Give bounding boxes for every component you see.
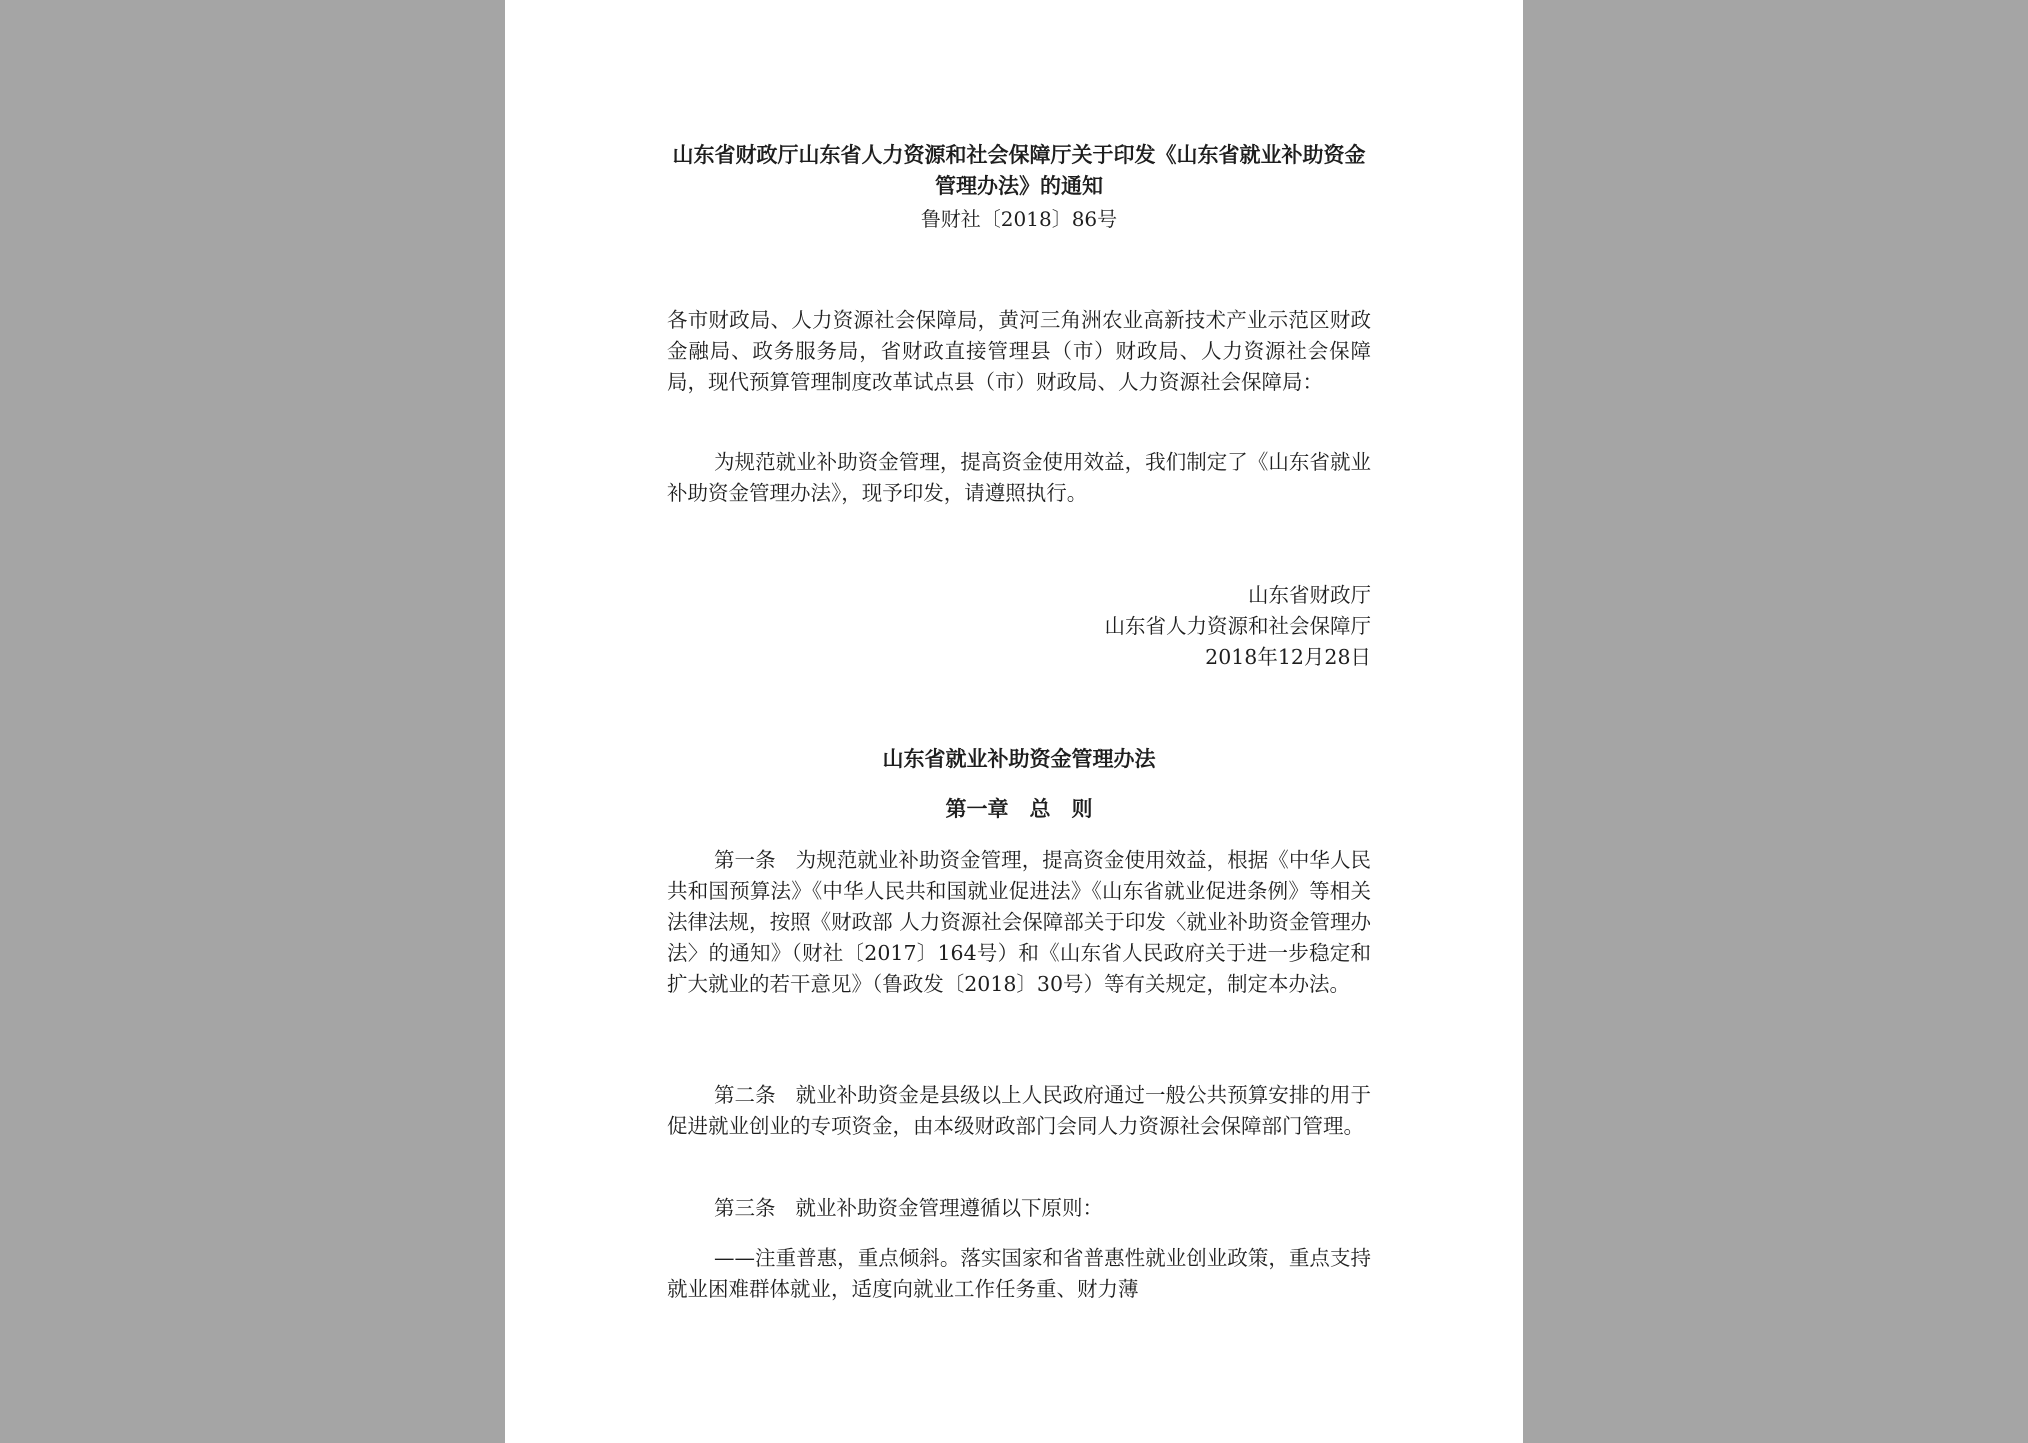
document-page <box>505 0 1523 1443</box>
article-3 <box>667 1193 1371 1224</box>
addressee-paragraph: 各市财政局、人力资源社会保障局，黄河三角洲农业高新技术产业示范区财政金融局、政务服务局，省财政直接管理县（市）财政局、人力资源社会保障局，现代预算管理制度改革试点县（市）财政局、人力资源社会保障局： <box>667 308 1371 394</box>
article-number: 第一条 <box>714 848 776 872</box>
article-1 <box>667 845 1371 1000</box>
article-number: 第二条 <box>714 1083 776 1107</box>
document-number: 鲁财社〔2018〕86号 <box>920 207 1118 231</box>
document-title: 山东省财政厅山东省人力资源和社会保障厅关于印发《山东省就业补助资金管理办法》的通知 <box>672 143 1366 198</box>
principle-paragraph: ——注重普惠，重点倾斜。落实国家和省普惠性就业创业政策，重点支持就业困难群体就业，适度向就业工作任务重、财力薄 <box>667 1246 1371 1301</box>
intro-paragraph: 为规范就业补助资金管理，提高资金使用效益，我们制定了《山东省就业补助资金管理办法》，现予印发，请遵照执行。 <box>667 450 1371 505</box>
signatory-finance-department: 山东省财政厅 <box>1248 583 1371 607</box>
signatory-hr-department: 山东省人力资源和社会保障厅 <box>1104 614 1371 638</box>
article-2 <box>667 1080 1371 1142</box>
article-text: 为规范就业补助资金管理，提高资金使用效益，根据《中华人民共和国预算法》《中华人民共和国就业促进法》《山东省就业促进条例》等相关法律法规，按照《财政部 人力资源社会保障部关于印发〈就业补助资金管理办法〉的通知》（财社〔2017〕164号）和《山东省人民政府关于进一步稳定和扩大就业的若干意见》（鲁政发〔2018〕30号）等有关规定，制定本办法。 <box>667 848 1372 996</box>
article-text: 就业补助资金管理遵循以下原则： <box>795 1196 1103 1220</box>
article-number: 第三条 <box>714 1196 776 1220</box>
signature-date: 2018年12月28日 <box>1205 645 1371 669</box>
chapter-heading: 第一章 总 则 <box>945 797 1093 821</box>
measures-title: 山东省就业补助资金管理办法 <box>882 747 1156 771</box>
article-text: 就业补助资金是县级以上人民政府通过一般公共预算安排的用于促进就业创业的专项资金，由本级财政部门会同人力资源社会保障部门管理。 <box>667 1083 1372 1138</box>
